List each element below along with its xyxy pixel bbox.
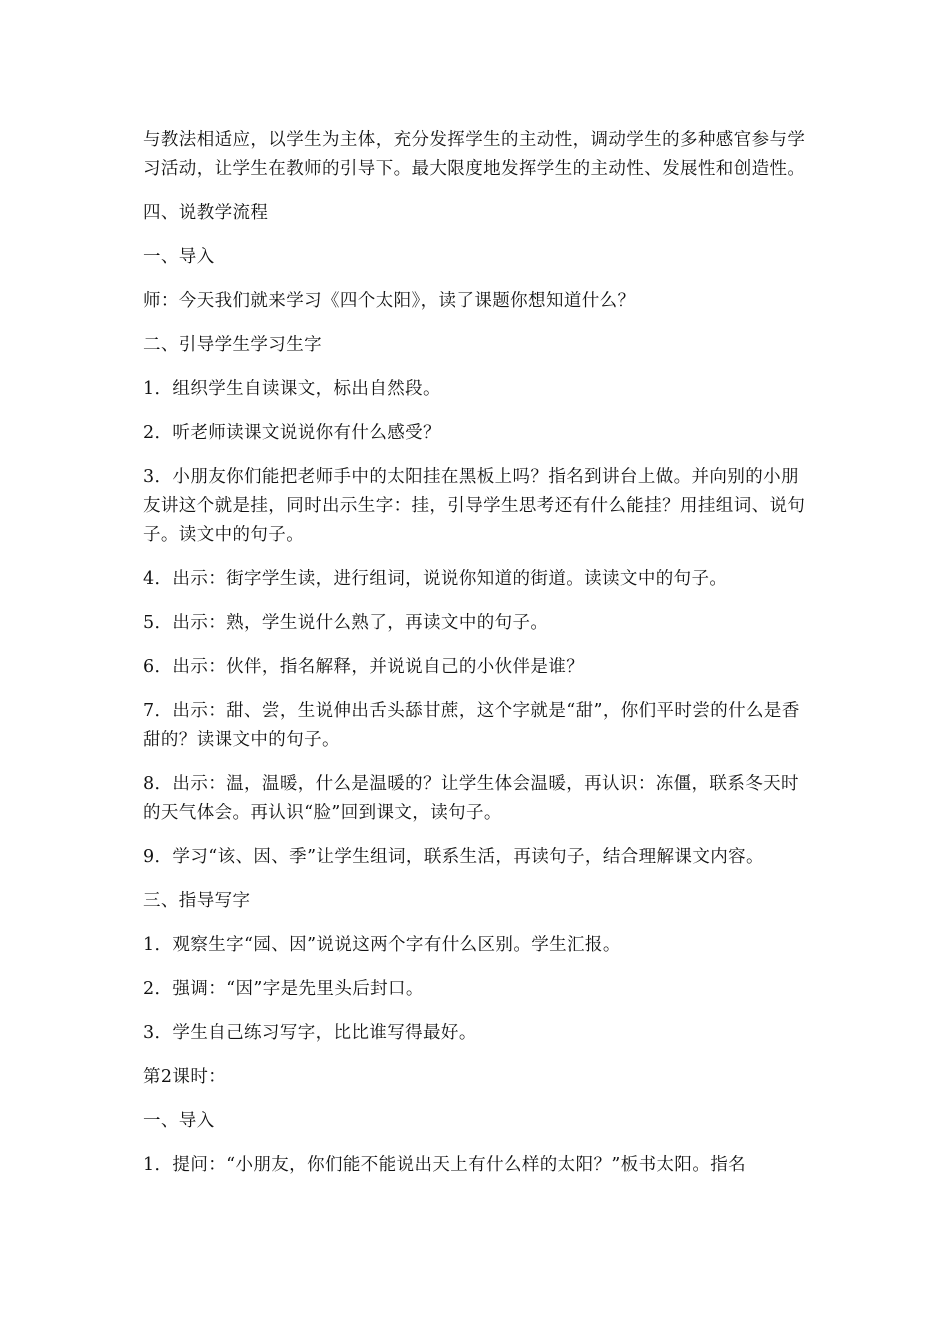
- list-item-7: 7．出示：甜、尝，生说伸出舌头舔甘蔗，这个字就是“甜”，你们平时尝的什么是香甜的？读课文中的句子。: [143, 701, 800, 750]
- heading-introduction: 一、导入: [143, 247, 215, 267]
- list-item-9: 9．学习“该、因、季”让学生组词，联系生活，再读句子，结合理解课文内容。: [143, 847, 764, 867]
- paragraph-teacher-question: 师：今天我们就来学习《四个太阳》，读了课题你想知道什么？: [143, 291, 636, 311]
- paragraph-teaching-method: 与教法相适应，以学生为主体，充分发挥学生的主动性，调动学生的多种感官参与学习活动，让学生在教师的引导下。最大限度地发挥学生的主动性、发展性和创造性。: [143, 130, 806, 179]
- list-item-2: 2．听老师读课文说说你有什么感受？: [143, 423, 441, 443]
- heading-teaching-process: 四、说教学流程: [143, 203, 269, 223]
- list-item-4: 4．出示：街字学生读，进行组词，说说你知道的街道。读读文中的句子。: [143, 569, 728, 589]
- heading-lesson-2: 第2课时：: [143, 1067, 227, 1087]
- list-item-1: 1．组织学生自读课文，标出自然段。: [143, 379, 441, 399]
- list-item-6: 6．出示：伙伴，指名解释，并说说自己的小伙伴是谁？: [143, 657, 585, 677]
- heading-lesson-2-introduction: 一、导入: [143, 1111, 215, 1131]
- writing-item-3: 3．学生自己练习写字，比比谁写得最好。: [143, 1023, 477, 1043]
- lesson-2-item-1: 1．提问：“小朋友，你们能不能说出天上有什么样的太阳？”板书太阳。指名: [143, 1155, 747, 1175]
- writing-item-2: 2．强调：“因”字是先里头后封口。: [143, 979, 424, 999]
- heading-learn-characters: 二、引导学生学习生字: [143, 335, 322, 355]
- document-page: [143, 126, 815, 1180]
- list-item-3: 3．小朋友你们能把老师手中的太阳挂在黑板上吗？指名到讲台上做。并向别的小朋友讲这个就是挂，同时出示生字：挂，引导学生思考还有什么能挂？用挂组词、说句子。读文中的句子。: [143, 467, 806, 545]
- list-item-8: 8．出示：温，温暖，什么是温暖的？让学生体会温暖，再认识：冻僵，联系冬天时的天气体会。再认识“脸”回到课文，读句子。: [143, 774, 799, 823]
- list-item-5: 5．出示：熟，学生说什么熟了，再读文中的句子。: [143, 613, 549, 633]
- heading-writing-guidance: 三、指导写字: [143, 891, 251, 911]
- writing-item-1: 1．观察生字“园、因”说说这两个字有什么区别。学生汇报。: [143, 935, 621, 955]
